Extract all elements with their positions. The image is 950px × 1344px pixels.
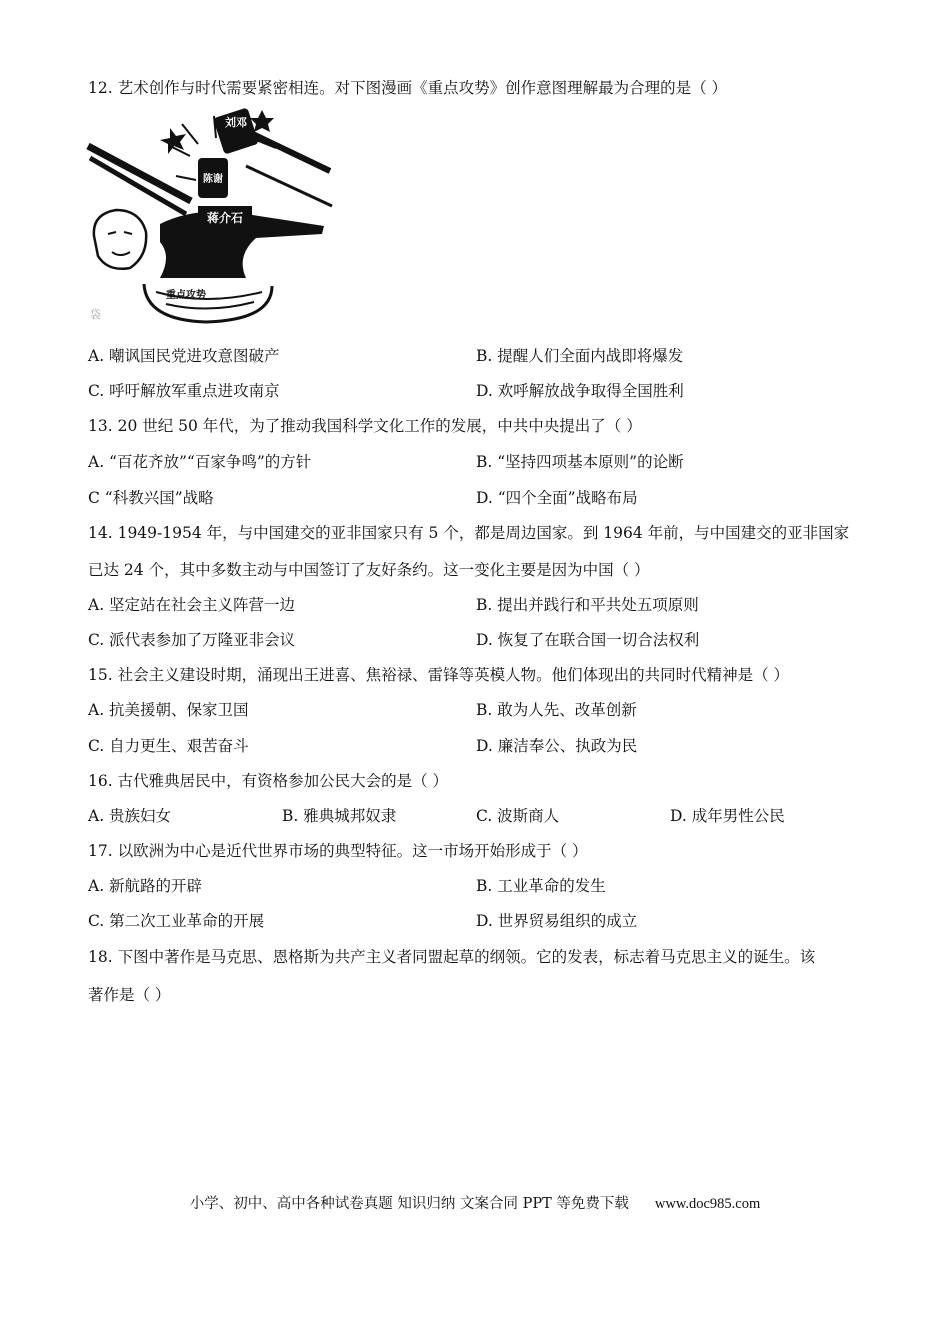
question-15-stem: 15. 社会主义建设时期，涌现出王进喜、焦裕禄、雷锋等英模人物。他们体现出的共同时代精神是（ ）: [88, 666, 790, 684]
q14-option-a: A. 坚定站在社会主义阵营一边: [88, 596, 296, 614]
q13-option-d: D. “四个全面”战略布局: [476, 489, 638, 507]
question-18-stem-line1: 18. 下图中著作是马克思、恩格斯为共产主义者同盟起草的纲领。它的发表，标志着马克思主义的诞生。该: [88, 948, 816, 966]
q14-option-d: D. 恢复了在联合国一切合法权利: [476, 631, 700, 649]
q15-option-c: C. 自力更生、艰苦奋斗: [88, 737, 249, 755]
q15-option-b: B. 敢为人先、改革创新: [476, 701, 637, 719]
question-17-stem: 17. 以欧洲为中心是近代世界市场的典型特征。这一市场开始形成于（ ）: [88, 842, 588, 860]
corner-mark: 袋: [90, 308, 101, 321]
q14-option-c: C. 派代表参加了万隆亚非会议: [88, 631, 296, 649]
page-footer: [0, 1192, 950, 1213]
q16-option-b: B. 雅典城邦奴隶: [282, 807, 397, 825]
hammer-top-label: 刘邓: [225, 116, 247, 129]
q12-option-a: A. 嘲讽国民党进攻意图破产: [88, 347, 280, 365]
base-label: 重点攻势: [166, 290, 206, 301]
q17-option-b: B. 工业革命的发生: [476, 877, 606, 895]
question-18-stem-line2: 著作是（ ）: [88, 986, 171, 1004]
q12-option-d: D. 欢呼解放战争取得全国胜利: [476, 382, 684, 400]
anvil-label: 蒋介石: [206, 211, 244, 225]
cartoon-image: [86, 106, 334, 324]
q12-option-c: C. 呼吁解放军重点进攻南京: [88, 382, 280, 400]
q13-option-b: B. “坚持四项基本原则”的论断: [476, 453, 684, 471]
q13-option-a: A. “百花齐放”“百家争鸣”的方针: [88, 453, 312, 471]
footer-text: 小学、初中、高中各种试卷真题 知识归纳 文案合同 PPT 等免费下载: [189, 1196, 629, 1212]
q16-option-d: D. 成年男性公民: [670, 807, 785, 825]
footer-url[interactable]: www.doc985.com: [654, 1196, 761, 1212]
question-16-stem: 16. 古代雅典居民中，有资格参加公民大会的是（ ）: [88, 772, 449, 790]
q13-option-c: C “科教兴国”战略: [88, 489, 214, 507]
q17-option-a: A. 新航路的开辟: [88, 877, 203, 895]
question-14-stem-line1: 14. 1949-1954 年，与中国建交的亚非国家只有 5 个，都是周边国家。到 1964 年前，与中国建交的亚非国家: [88, 524, 850, 542]
q17-option-c: C. 第二次工业革命的开展: [88, 912, 265, 930]
q16-option-a: A. 贵族妇女: [88, 807, 172, 825]
q14-option-b: B. 提出并践行和平共处五项原则: [476, 596, 699, 614]
q15-option-d: D. 廉洁奉公、执政为民: [476, 737, 638, 755]
hammer-mid-label: 陈谢: [203, 174, 223, 185]
question-14-stem-line2: 已达 24 个，其中多数主动与中国签订了友好条约。这一变化主要是因为中国（ ）: [88, 561, 650, 579]
question-12-stem: 12. 艺术创作与时代需要紧密相连。对下图漫画《重点攻势》创作意图理解最为合理的是（ ）: [88, 79, 728, 97]
q17-option-d: D. 世界贸易组织的成立: [476, 912, 638, 930]
question-13-stem: 13. 20 世纪 50 年代，为了推动我国科学文化工作的发展，中共中央提出了（ ）: [88, 417, 642, 435]
q15-option-a: A. 抗美援朝、保家卫国: [88, 701, 249, 719]
q12-option-b: B. 提醒人们全面内战即将爆发: [476, 347, 684, 365]
q16-option-c: C. 波斯商人: [476, 807, 560, 825]
